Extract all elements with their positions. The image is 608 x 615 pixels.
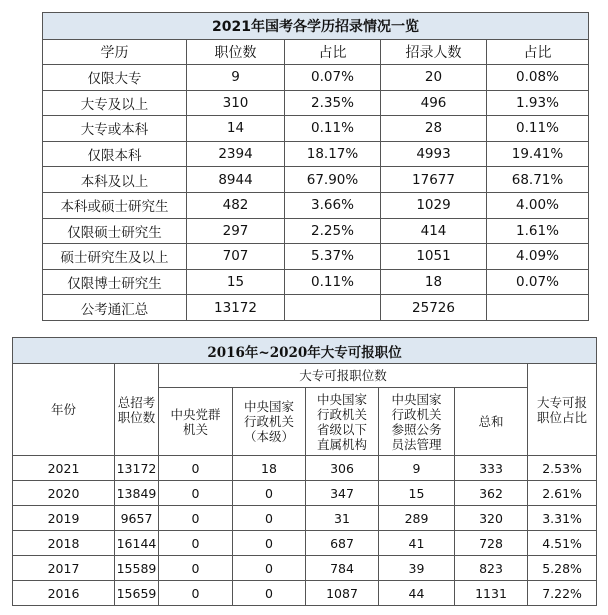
table2-header-ratio: 大专可报 职位占比 [528,364,597,456]
table-cell: 0 [233,531,306,556]
table-cell: 0.11% [285,116,381,142]
table-cell: 2019 [13,506,115,531]
table-cell: 333 [455,456,528,481]
table-cell: 39 [379,556,455,581]
table-cell: 0 [233,506,306,531]
table1-header-cell: 招录人数 [381,40,487,65]
table-cell: 大专或本科 [43,116,187,142]
table-cell: 2020 [13,481,115,506]
table-cell: 0.07% [487,269,589,295]
table1-header-cell: 职位数 [187,40,285,65]
table-cell: 仅限博士研究生 [43,269,187,295]
table-cell: 0 [159,481,233,506]
table-row [13,581,597,606]
table-row [13,556,597,581]
table-row [43,141,589,167]
table2-sub-header: 总和 [455,388,528,456]
education-recruitment-table [42,12,589,321]
table1-header-cell: 占比 [285,40,381,65]
table-cell: 289 [379,506,455,531]
table-cell: 0 [159,531,233,556]
table-cell: 4.09% [487,244,589,270]
table-cell: 4993 [381,141,487,167]
table-cell: 496 [381,90,487,116]
table-cell: 2016 [13,581,115,606]
table-cell: 15 [187,269,285,295]
table-row [43,218,589,244]
table-cell [487,295,589,321]
table-cell: 320 [455,506,528,531]
table-cell: 0 [233,556,306,581]
table1-title: 2021年国考各学历招录情况一览 [43,13,589,40]
table-row [43,65,589,91]
table-row [13,506,597,531]
table-cell: 9 [187,65,285,91]
table-cell: 2394 [187,141,285,167]
table-cell: 1.93% [487,90,589,116]
table2-sub-header: 中央国家 行政机关 省级以下 直属机构 [306,388,379,456]
table2-sub-header: 中央国家 行政机关 （本级） [233,388,306,456]
table-cell: 1051 [381,244,487,270]
table-cell: 687 [306,531,379,556]
table-cell: 0.11% [285,269,381,295]
table2-title: 2016年~2020年大专可报职位 [13,338,597,364]
table-cell: 347 [306,481,379,506]
table-cell: 0 [159,581,233,606]
table-row [43,116,589,142]
table-cell: 707 [187,244,285,270]
table-cell: 2.61% [528,481,597,506]
table-cell: 2021 [13,456,115,481]
table-cell: 2.25% [285,218,381,244]
table-cell: 1131 [455,581,528,606]
table-cell: 0.07% [285,65,381,91]
table-cell [285,295,381,321]
table-cell: 0 [159,506,233,531]
table-cell: 1029 [381,192,487,218]
table-cell: 3.66% [285,192,381,218]
table-row [43,269,589,295]
table-cell: 8944 [187,167,285,193]
table-cell: 1087 [306,581,379,606]
table-cell: 482 [187,192,285,218]
table-cell: 20 [381,65,487,91]
table-cell: 18.17% [285,141,381,167]
table-cell: 7.22% [528,581,597,606]
table-cell: 414 [381,218,487,244]
table-cell: 大专及以上 [43,90,187,116]
table-cell: 9 [379,456,455,481]
table-cell: 5.28% [528,556,597,581]
table-cell: 68.71% [487,167,589,193]
table-cell: 本科及以上 [43,167,187,193]
table-cell: 0.08% [487,65,589,91]
table1-header-cell: 学历 [43,40,187,65]
table-cell: 0.11% [487,116,589,142]
table-row [13,481,597,506]
table1-header-row [43,40,589,65]
table-cell: 13172 [187,295,285,321]
table-cell: 2.35% [285,90,381,116]
table-row [43,295,589,321]
table-cell: 306 [306,456,379,481]
table-cell: 823 [455,556,528,581]
table-cell: 19.41% [487,141,589,167]
table2-header-group: 大专可报职位数 [159,364,528,388]
table-cell: 17677 [381,167,487,193]
table-cell: 784 [306,556,379,581]
table-cell: 2.53% [528,456,597,481]
table-row [43,244,589,270]
table-cell: 2017 [13,556,115,581]
table-cell: 3.31% [528,506,597,531]
table-cell: 本科或硕士研究生 [43,192,187,218]
table-cell: 仅限大专 [43,65,187,91]
table-cell: 728 [455,531,528,556]
table2-header-total: 总招考 职位数 [115,364,159,456]
table-cell: 仅限本科 [43,141,187,167]
table-cell: 1.61% [487,218,589,244]
table2-sub-header: 中央党群 机关 [159,388,233,456]
table-cell: 15589 [115,556,159,581]
table-cell: 13849 [115,481,159,506]
table-cell: 13172 [115,456,159,481]
table-cell: 9657 [115,506,159,531]
table1-header-cell: 占比 [487,40,589,65]
table-cell: 297 [187,218,285,244]
table-cell: 25726 [381,295,487,321]
table-cell: 44 [379,581,455,606]
table-cell: 4.00% [487,192,589,218]
table-row [13,531,597,556]
table-row [43,192,589,218]
table-cell: 0 [233,481,306,506]
table-cell: 0 [233,581,306,606]
table-cell: 0 [159,456,233,481]
table-cell: 2018 [13,531,115,556]
table-cell: 仅限硕士研究生 [43,218,187,244]
table-row [43,90,589,116]
table-cell: 硕士研究生及以上 [43,244,187,270]
table-cell: 4.51% [528,531,597,556]
table2-sub-header: 中央国家 行政机关 参照公务 员法管理 [379,388,455,456]
table-cell: 41 [379,531,455,556]
table-cell: 16144 [115,531,159,556]
table-cell: 14 [187,116,285,142]
table-cell: 18 [381,269,487,295]
table-cell: 公考通汇总 [43,295,187,321]
table2-header-year: 年份 [13,364,115,456]
table-row [43,167,589,193]
table-cell: 31 [306,506,379,531]
table-cell: 15659 [115,581,159,606]
table-cell: 28 [381,116,487,142]
table-cell: 67.90% [285,167,381,193]
table-cell: 362 [455,481,528,506]
table-row [13,456,597,481]
table-cell: 18 [233,456,306,481]
table-cell: 0 [159,556,233,581]
table-cell: 15 [379,481,455,506]
college-eligible-positions-table [12,337,597,606]
table-cell: 310 [187,90,285,116]
table-cell: 5.37% [285,244,381,270]
